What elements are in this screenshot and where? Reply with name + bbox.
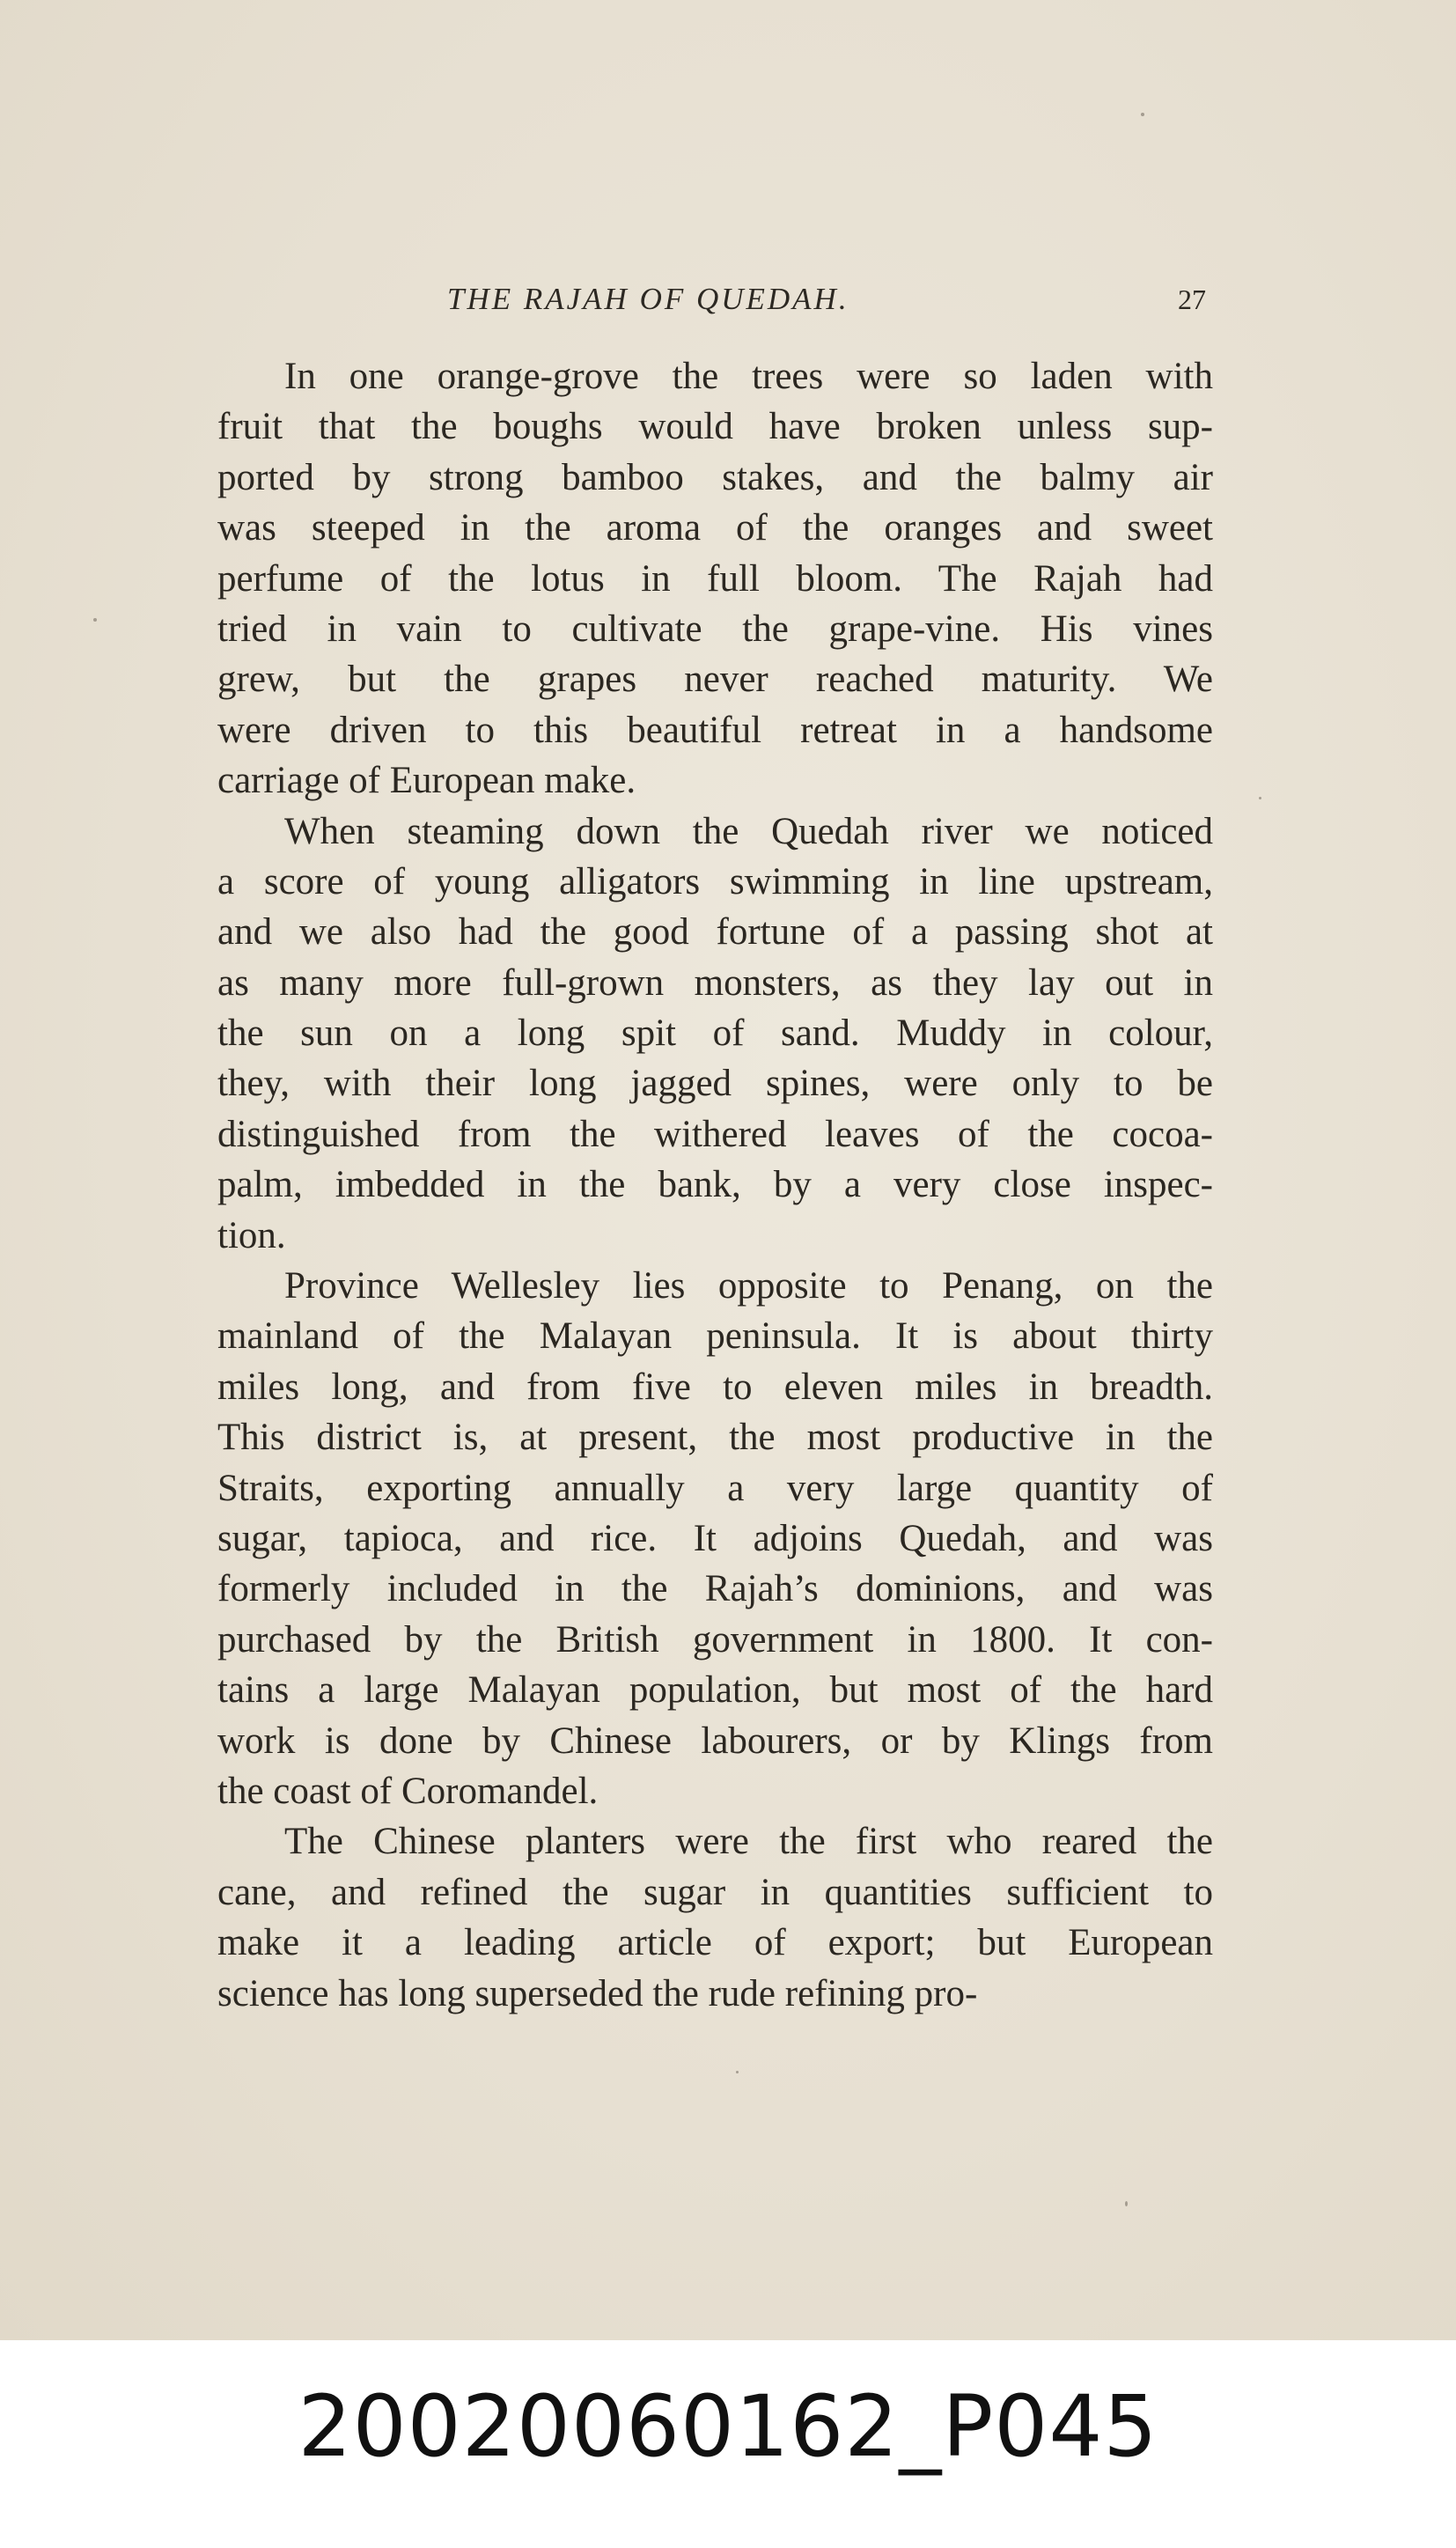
text-line: perfume of the lotus in full bloom. The Rajah had (217, 557, 1213, 600)
running-title: THE RAJAH OF QUEDAH. (447, 282, 849, 316)
paper-speck (93, 618, 97, 622)
text-line: Straits, exporting annually a very large quantity of (217, 1467, 1213, 1509)
text-line: the sun on a long spit of sand. Muddy in colour, (217, 1013, 1213, 1055)
text-line: mainland of the Malayan peninsula. It is about thirty (217, 1315, 1213, 1358)
text-line: as many more full-grown monsters, as they lay out in (217, 961, 1213, 1004)
text-line: were driven to this beautiful retreat in a handsome (217, 709, 1213, 751)
text-line: work is done by Chinese labourers, or by Klings from (217, 1720, 1213, 1762)
text-line: carriage of European make. (217, 760, 636, 802)
text-line: science has long superseded the rude refining pro- (217, 1972, 978, 2014)
text-line: sugar, tapioca, and rice. It adjoins Quedah, and was (217, 1517, 1213, 1559)
text-line: tried in vain to cultivate the grape-vine. His vines (217, 608, 1213, 650)
page-number: 27 (1178, 284, 1206, 315)
paragraph (217, 1261, 1213, 1816)
scan-id-label: 20020060162_P045 (298, 2377, 1158, 2476)
text-line: they, with their long jagged spines, were only to be (217, 1063, 1213, 1105)
text-line: The Chinese planters were the first who reared the (284, 1821, 1213, 1863)
text-line: purchased by the British government in 1800. It con- (217, 1618, 1213, 1661)
text-line: miles long, and from five to eleven miles in breadth. (217, 1366, 1213, 1408)
text-line: formerly included in the Rajah’s dominions, and was (217, 1568, 1213, 1610)
text-line: When steaming down the Quedah river we noticed (284, 810, 1213, 852)
paper-speck (736, 2071, 739, 2073)
text-line: palm, imbedded in the bank, by a very close inspec- (217, 1164, 1213, 1206)
text-line: Province Wellesley lies opposite to Penang, on the (284, 1265, 1213, 1307)
running-head (0, 282, 1456, 317)
text-line: and we also had the good fortune of a passing shot at (217, 911, 1213, 954)
text-line: a score of young alligators swimming in line upstream, (217, 860, 1213, 902)
text-line: ported by strong bamboo stakes, and the balmy air (217, 456, 1213, 498)
text-line: make it a leading article of export; but European (217, 1922, 1213, 1964)
paper-speck (1259, 797, 1261, 799)
text-line: grew, but the grapes never reached maturity. We (217, 659, 1213, 701)
paragraph (217, 1816, 1213, 2019)
paper-speck (1125, 2201, 1128, 2206)
text-line: cane, and refined the sugar in quantities sufficient to (217, 1871, 1213, 1913)
text-line: tains a large Malayan population, but most of the hard (217, 1669, 1213, 1712)
body-text (217, 351, 1213, 2019)
text-line: the coast of Coromandel. (217, 1770, 599, 1812)
text-line: was steeped in the aroma of the oranges and sweet (217, 507, 1213, 549)
text-line: distinguished from the withered leaves of the cocoa- (217, 1113, 1213, 1155)
text-line: fruit that the boughs would have broken unless sup- (217, 406, 1213, 448)
paper-speck (1141, 113, 1144, 116)
paragraph (217, 806, 1213, 1262)
paragraph (217, 351, 1213, 806)
text-line: In one orange-grove the trees were so laden with (284, 356, 1213, 397)
text-line: tion. (217, 1214, 286, 1256)
text-line: This district is, at present, the most productive in the (217, 1417, 1213, 1459)
